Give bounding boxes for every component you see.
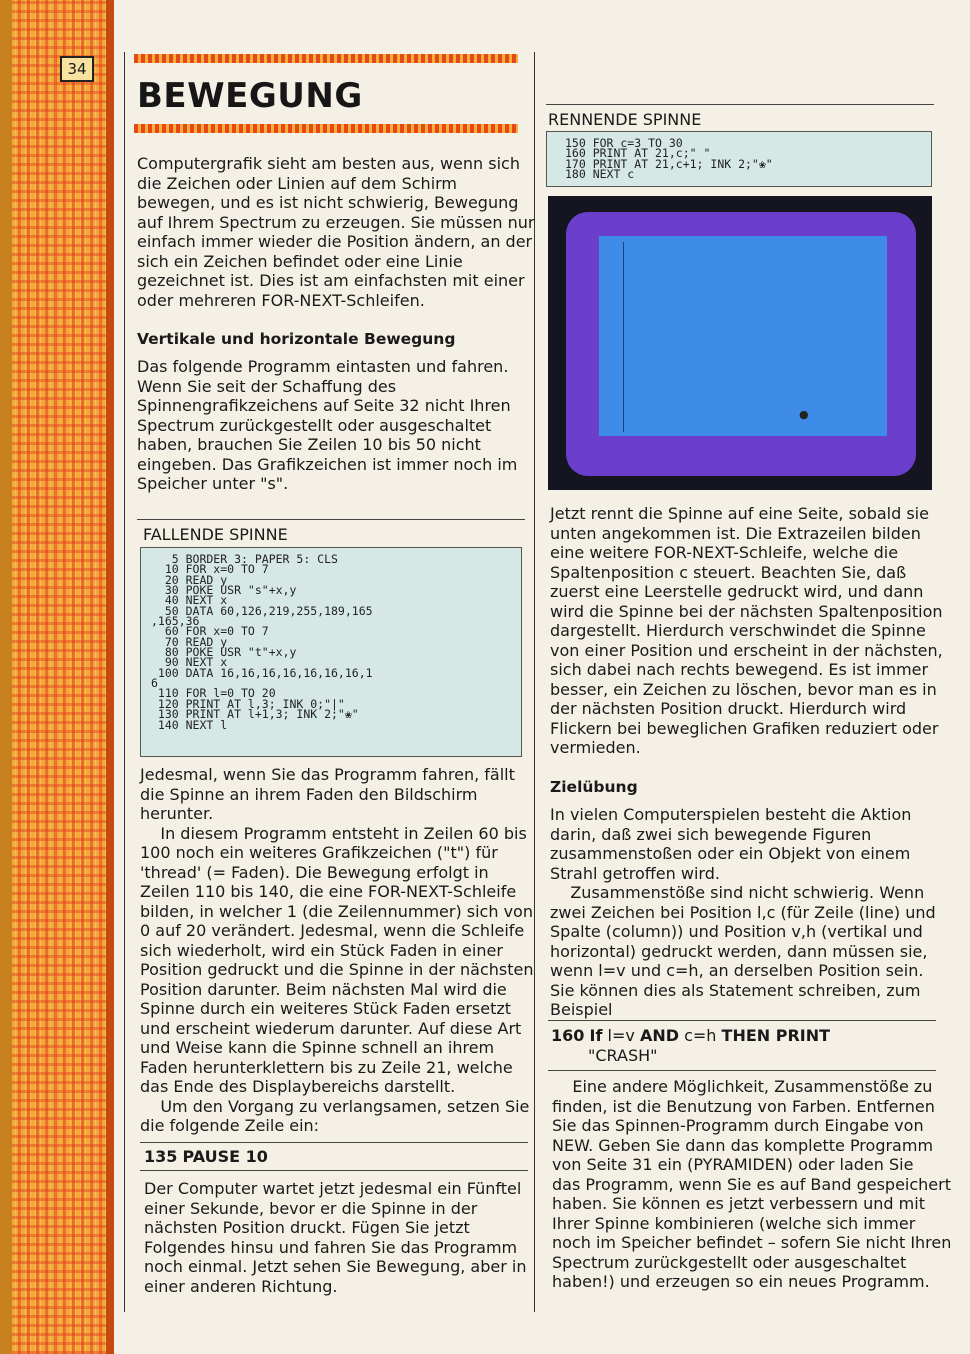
title-bar-top xyxy=(134,54,518,63)
left-column-rule xyxy=(124,52,125,1312)
page-title: BEWEGUNG xyxy=(137,76,363,116)
crash-statement-string: "CRASH" xyxy=(588,1046,658,1065)
code-listing-running-spider: 150 FOR c=3 TO 30 160 PRINT AT 21,c;" " 170 PRINT AT 21,c+1; INK 2;"❀" 180 NEXT c xyxy=(546,131,932,187)
title-bar-bottom xyxy=(134,124,518,133)
tv-border xyxy=(566,212,916,476)
collision-paragraph: In vielen Computerspielen besteht die Aktion darin, daß zwei sich bewegende Figuren zusammenstoßen oder ein Objekt von einem Strahl getroffen wird. Zusammenstöße sind nicht schwierig. Wenn zwei Zeichen bei Position l,c (für Zeile (line) und Spalte (column)) und Position v,h (vertikal und horizontal) gedruckt werden, dann müssen sie, wenn l=v und c=h, an derselben Position sein. Sie können dies als Statement schreiben, zum Beispiel xyxy=(550,805,936,1019)
intro-paragraph: Computergrafik sieht am besten aus, wenn sich die Zeichen oder Linien auf dem Schirm bewegen, und es ist nicht schwierig, Bewegung auf Ihrem Spectrum zu erzeugen. Sie müssen nur einfach immer wieder die Position ändern, an der sich ein Zeichen befindet oder eine Linie gezeichnet ist. Dies ist am einfachsten mit einer oder mehreren FOR-NEXT-Schleifen. xyxy=(137,154,535,310)
pause-rule-bottom xyxy=(140,1170,528,1171)
statement-rule-top xyxy=(548,1020,936,1021)
pause-statement: 135 PAUSE 10 xyxy=(144,1147,268,1166)
tv-screenshot xyxy=(548,196,932,490)
colour-collision-paragraph: Eine andere Möglichkeit, Zusammenstöße zu finden, ist die Benutzung von Farben. Entfernen Sie das Spinnen-Programm durch Eingabe von NEW. Geben Sie dann das komplette Programm von Seite 31 ein (PYRAMIDEN) oder laden Sie das Programm, wenn Sie es auf Band gespeichert haben. Sie können es jetzt verbessern und mit Ihrer Spinne kombinieren (welche sich immer noch im Speicher befindet – sofern Sie nicht Ihren Spectrum zurückgestellt oder ausgeschaltet haben!) und erzeugen so ein neues Programm. xyxy=(552,1077,952,1291)
statement-rule-bottom xyxy=(548,1070,936,1071)
crash-statement: 160 If l=v AND c=h THEN PRINT xyxy=(551,1026,831,1045)
pause-explanation-paragraph: Der Computer wartet jetzt jedesmal ein Fünftel einer Sekunde, bevor er die Spinne in der nächsten Position druckt. Fügen Sie jetzt Folgendes hinsu und fahren Sie das Programm noch einmal. Jetzt sehen Sie Bewegung, aber in einer anderen Richtung. xyxy=(144,1179,527,1296)
subheading-movement: Vertikale und horizontale Bewegung xyxy=(137,330,456,348)
listing-title-falling-spider: FALLENDE SPINNE xyxy=(143,525,288,544)
listing-title-running-spider: RENNENDE SPINNE xyxy=(548,110,702,129)
decorative-stripe xyxy=(0,0,112,1354)
right-listing-rule xyxy=(546,104,934,105)
page-number: 34 xyxy=(60,56,94,82)
running-explanation-paragraph: Jetzt rennt die Spinne auf eine Seite, sobald sie unten angekommen ist. Die Extrazeilen bilden eine weitere FOR-NEXT-Schleife, welche die Spaltenposition c steuert. Beachten Sie, daß zuerst eine Leerstelle gedruckt wird, und dann wird die Spinne bei der nächsten Spaltenposition dargestellt. Hierdurch verschwindet die Spinne von einer Position und erscheint in der nächsten, sich dabei nach rechts bewegend. Es ist immer besser, ein Zeichen zu löschen, bevor man es in der nächsten Position druckt. Hierdurch wird Flickern bei beweglichen Grafiken reduziert oder vermieden. xyxy=(550,504,943,757)
code-listing-falling-spider: 5 BORDER 3: PAPER 5: CLS 10 FOR x=0 TO 7 20 READ y 30 POKE USR "s"+x,y 40 NEXT x 50 DATA 60,126,219,255,189,165 ,165,36 60 FOR x=0 TO 7 70 READ y 80 POKE USR "t"+x,y 90 NEXT x 100 DATA 16,16,16,16,16,16,16,1 6 110 FOR l=0 TO 20 120 PRINT AT l,3; INK 0;"|" 130 PRINT AT l+1,3; INK 2;"❀" 140 NEXT l xyxy=(140,547,522,757)
subheading-target-practice: Zielübung xyxy=(550,778,638,796)
pause-rule-top xyxy=(140,1142,528,1143)
explanation-paragraph: Jedesmal, wenn Sie das Programm fahren, fällt die Spinne an ihrem Faden den Bildschirm herunter. In diesem Programm entsteht in Zeilen 60 bis 100 noch ein weiteres Grafikzeichen ("t") für 'thread' (= Faden). Die Bewegung erfolgt in Zeilen 110 bis 140, die eine FOR-NEXT-Schleife bilden, in welcher 1 (die Zeilennummer) sich von 0 auf 20 verändert. Jedesmal, wenn die Schleife sich wiederholt, wird ein Stück Faden in einer Position gedruckt und die Spinne in der nächsten Position darunter. Beim nächsten Mal wird die Spinne durch ein weiteres Stück Faden ersetzt und erscheint wiederum darunter. Auf diese Art und Weise kann die Spinne schnell an ihrem Faden herunterklettern bis zu Zeile 21, welche das Ende des Displaybereichs darstellt. Um den Vorgang zu verlangsamen, setzen Sie die folgende Zeile ein: xyxy=(140,765,534,1135)
listing-rule xyxy=(137,519,525,520)
tv-paper-area xyxy=(599,236,887,436)
program-intro-paragraph: Das folgende Programm eintasten und fahren. Wenn Sie seit der Schaffung des Spinnengrafikzeichens auf Seite 32 nicht Ihren Spectrum zurückgestellt oder ausgeschaltet haben, brauchen Sie Zeilen 10 bis 50 nicht eingeben. Das Grafikzeichen ist immer noch im Speicher unter "s". xyxy=(137,357,518,493)
spider-thread xyxy=(623,242,624,432)
stripe-edge xyxy=(106,0,114,1354)
spider-icon: ● xyxy=(799,408,809,421)
book-spine xyxy=(0,0,12,1354)
